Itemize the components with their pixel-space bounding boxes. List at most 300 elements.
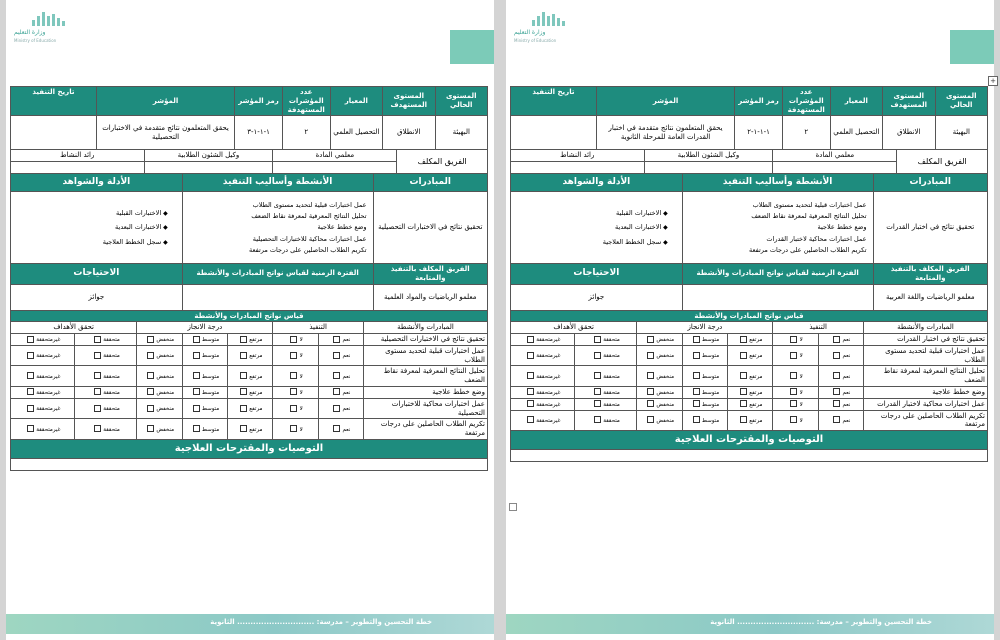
option-high-label: مرتفع: [749, 373, 763, 380]
initiative-text[interactable]: تحقيق نتائج في اختبار القدرات: [873, 192, 987, 264]
measure-row-label: تحليل النتائج المعرفية لمعرفة نقاط الضعف: [863, 366, 987, 387]
option-achieved-label: متحققة: [103, 426, 120, 433]
option-medium[interactable]: [182, 345, 227, 366]
activity-item: تكريم الطلاب الحاصلين على درجات مرتفعة: [249, 245, 367, 254]
logo-text-ar: وزارة التعليم: [514, 29, 546, 36]
option-yes-label: نعم: [342, 373, 351, 380]
option-medium-label: متوسط: [701, 353, 720, 360]
checkbox-icon[interactable]: [833, 372, 840, 379]
option-achieved-label: متحققة: [603, 373, 620, 380]
option-achieved[interactable]: [75, 345, 137, 366]
option-yes[interactable]: [818, 366, 863, 387]
checkbox-icon[interactable]: [333, 388, 340, 395]
option-achieved-label: متحققة: [603, 337, 620, 343]
option-low-label: منخفض: [656, 401, 675, 408]
option-not-achieved-label: غيرمتحققة: [36, 337, 61, 343]
footer-bar: [6, 614, 494, 634]
measure-title: قياس نواتج المبادرات والأنشطة: [11, 310, 488, 322]
checkbox-icon[interactable]: [94, 388, 101, 395]
option-medium[interactable]: [182, 386, 227, 398]
logo-text-ar: وزارة التعليم: [14, 29, 46, 36]
option-no[interactable]: [273, 345, 318, 366]
hdr-activities-methods: الأنشطة وأساليب التنفيذ: [182, 174, 373, 192]
measure-rows: [511, 334, 988, 431]
option-yes[interactable]: [818, 334, 863, 346]
option-high[interactable]: [228, 386, 273, 398]
option-not-achieved[interactable]: [11, 419, 75, 440]
option-achieved[interactable]: [575, 410, 637, 431]
option-low[interactable]: [137, 419, 182, 440]
hdr-initiatives: المبادرات: [873, 174, 987, 192]
option-medium-label: متوسط: [201, 353, 220, 360]
indicator-table: [510, 86, 988, 150]
hdr-team-followup: الفريق المكلف بالتنفيذ والمتابعة: [873, 264, 987, 285]
option-low-label: منخفض: [156, 389, 175, 396]
option-yes-label: نعم: [342, 337, 351, 343]
option-yes-label: نعم: [842, 389, 851, 396]
evidence-item: ◆ الاختبارات البعدية: [525, 223, 668, 232]
checkbox-icon[interactable]: [647, 416, 654, 423]
checkbox-icon[interactable]: [527, 336, 534, 343]
hdr-level-current: المستوى الحالي: [935, 87, 987, 116]
measure-rows: [11, 334, 488, 440]
page-right: [506, 0, 994, 640]
option-low[interactable]: [637, 334, 682, 346]
team-followup-value[interactable]: معلمو الرياضيات واللغة العربية: [873, 284, 987, 310]
option-low[interactable]: [137, 334, 182, 346]
option-high[interactable]: [228, 334, 273, 346]
checkbox-icon[interactable]: [27, 388, 34, 395]
checkbox-icon[interactable]: [27, 372, 34, 379]
checkbox-icon[interactable]: [333, 425, 340, 432]
option-high[interactable]: [728, 410, 773, 431]
hdr-evidence: الأدلة والشواهد: [511, 174, 683, 192]
checkbox-icon[interactable]: [527, 388, 534, 395]
option-low-label: منخفض: [156, 337, 175, 343]
checkbox-icon[interactable]: [693, 416, 700, 423]
option-no[interactable]: [273, 398, 318, 419]
checkbox-icon[interactable]: [333, 336, 340, 343]
option-high[interactable]: [228, 345, 273, 366]
activity-item: تكريم الطلاب الحاصلين على درجات مرتفعة: [749, 245, 867, 254]
option-achieved[interactable]: [75, 386, 137, 398]
time-period-value[interactable]: [682, 284, 873, 310]
measure-title: قياس نواتج المبادرات والأنشطة: [511, 310, 988, 322]
option-yes[interactable]: [318, 419, 363, 440]
team-label: الفريق المكلف: [897, 150, 988, 174]
checkbox-icon[interactable]: [94, 405, 101, 412]
option-no[interactable]: [773, 398, 818, 410]
option-not-achieved[interactable]: [11, 386, 75, 398]
team-table: [10, 149, 488, 174]
option-medium[interactable]: [682, 386, 727, 398]
page-left: [6, 0, 494, 640]
option-no-label: لا: [799, 353, 803, 360]
option-yes[interactable]: [818, 386, 863, 398]
col-execution: التنفيذ: [273, 322, 364, 334]
recommendations-value[interactable]: [511, 450, 988, 462]
checkbox-icon[interactable]: [647, 372, 654, 379]
val-indicator[interactable]: يحقق المتعلمون نتائج متقدمة في اختبار القدرات العامة للمرحلة الثانوية: [596, 116, 734, 150]
option-high[interactable]: [228, 366, 273, 387]
hdr-indicator-count: عدد المؤشرات المستهدفة: [282, 87, 330, 116]
checkbox-icon[interactable]: [527, 372, 534, 379]
option-medium[interactable]: [182, 366, 227, 387]
measure-table: [10, 310, 488, 440]
checkbox-icon[interactable]: [193, 388, 200, 395]
checkbox-icon[interactable]: [193, 405, 200, 412]
val-indicator-code[interactable]: ١-١-١-٣: [235, 116, 283, 150]
option-not-achieved-label: غيرمتحققة: [536, 373, 561, 380]
checkbox-icon[interactable]: [27, 425, 34, 432]
col-execution: التنفيذ: [773, 322, 864, 334]
option-achieved-label: متحققة: [103, 373, 120, 380]
checkbox-icon[interactable]: [740, 336, 747, 343]
checkbox-icon[interactable]: [594, 336, 601, 343]
option-medium[interactable]: [682, 345, 727, 366]
measure-row: [11, 334, 488, 346]
option-yes-label: نعم: [342, 389, 351, 396]
team-student-affairs-value[interactable]: [644, 162, 773, 174]
checkbox-icon[interactable]: [790, 352, 797, 359]
checkbox-icon[interactable]: [290, 352, 297, 359]
val-standard[interactable]: التحصيل العلمي: [830, 116, 882, 150]
option-not-achieved[interactable]: [511, 386, 575, 398]
option-medium[interactable]: [182, 334, 227, 346]
activity-item: وضع خطط علاجية: [317, 223, 367, 232]
val-exec-date[interactable]: [11, 116, 97, 150]
option-high[interactable]: [228, 419, 273, 440]
val-standard[interactable]: التحصيل العلمي: [330, 116, 382, 150]
checkbox-icon[interactable]: [740, 416, 747, 423]
activities-list[interactable]: [182, 192, 373, 264]
checkbox-icon[interactable]: [333, 352, 340, 359]
option-high[interactable]: [728, 345, 773, 366]
option-high[interactable]: [728, 366, 773, 387]
checkbox-icon[interactable]: [647, 352, 654, 359]
option-not-achieved[interactable]: [511, 366, 575, 387]
checkbox-icon[interactable]: [290, 388, 297, 395]
option-no-label: لا: [299, 373, 303, 380]
col-initiatives: المبادرات والأنشطة: [363, 322, 487, 334]
checkbox-icon[interactable]: [833, 400, 840, 407]
val-indicator-count[interactable]: ٢: [782, 116, 830, 150]
checkbox-icon[interactable]: [94, 336, 101, 343]
measure-row: [511, 398, 988, 410]
val-indicator[interactable]: يحقق المتعلمون نتائج متقدمة في الاختبارات التحصيلية: [96, 116, 234, 150]
checkbox-icon[interactable]: [594, 400, 601, 407]
team-subject-teachers-value[interactable]: [773, 162, 897, 174]
checkbox-icon[interactable]: [27, 352, 34, 359]
needs-value[interactable]: جوائز: [11, 284, 183, 310]
team-activity-leader: رائد النشاط: [11, 150, 145, 162]
col-goals: تحقق الأهداف: [11, 322, 137, 334]
footer-bar: [506, 614, 994, 634]
option-achieved[interactable]: [575, 386, 637, 398]
option-no[interactable]: [273, 366, 318, 387]
footer-text: خطة التحسين والتطوير – مدرسة: ............................. الثانوية: [210, 618, 432, 626]
initiative-text[interactable]: تحقيق نتائج في الاختبارات التحصيلية: [373, 192, 487, 264]
recommendations-title: التوصيات والمقترحات العلاجية: [11, 439, 488, 458]
checkbox-icon[interactable]: [290, 336, 297, 343]
checkbox-icon[interactable]: [594, 352, 601, 359]
option-achieved[interactable]: [575, 334, 637, 346]
checkbox-icon[interactable]: [240, 372, 247, 379]
recommendations-value[interactable]: [11, 458, 488, 470]
val-indicator-code[interactable]: ١-١-١-٢: [735, 116, 783, 150]
checkbox-icon[interactable]: [693, 352, 700, 359]
measure-row: [11, 419, 488, 440]
option-no[interactable]: [773, 366, 818, 387]
option-achieved[interactable]: [75, 419, 137, 440]
checkbox-icon[interactable]: [790, 416, 797, 423]
option-low-label: منخفض: [656, 337, 675, 343]
option-high[interactable]: [728, 334, 773, 346]
checkbox-icon[interactable]: [290, 405, 297, 412]
hdr-needs: الاحتياجات: [11, 264, 183, 285]
checkbox-icon[interactable]: [147, 352, 154, 359]
option-not-achieved-label: غيرمتحققة: [36, 426, 61, 433]
checkbox-icon[interactable]: [147, 372, 154, 379]
option-achieved[interactable]: [75, 398, 137, 419]
option-low[interactable]: [637, 410, 682, 431]
checkbox-icon[interactable]: [693, 400, 700, 407]
option-yes[interactable]: [318, 366, 363, 387]
checkbox-icon[interactable]: [240, 425, 247, 432]
hdr-indicator-code: رمز المؤشر: [735, 87, 783, 116]
option-high[interactable]: [728, 398, 773, 410]
measure-row: [11, 386, 488, 398]
option-no-label: لا: [299, 389, 303, 396]
option-no[interactable]: [273, 334, 318, 346]
checkbox-icon[interactable]: [240, 336, 247, 343]
table-move-handle-icon[interactable]: +: [988, 76, 998, 86]
team-activity-leader: رائد النشاط: [511, 150, 645, 162]
option-not-achieved[interactable]: [11, 366, 75, 387]
checkbox-icon[interactable]: [647, 336, 654, 343]
option-low[interactable]: [137, 345, 182, 366]
option-yes[interactable]: [818, 410, 863, 431]
option-yes[interactable]: [318, 345, 363, 366]
option-medium-label: متوسط: [701, 337, 720, 343]
val-indicator-count[interactable]: ٢: [282, 116, 330, 150]
option-no[interactable]: [773, 410, 818, 431]
checkbox-icon[interactable]: [790, 336, 797, 343]
hdr-needs: الاحتياجات: [511, 264, 683, 285]
checkbox-icon[interactable]: [833, 416, 840, 423]
checkbox-icon[interactable]: [833, 388, 840, 395]
checkbox-icon[interactable]: [27, 336, 34, 343]
option-low[interactable]: [137, 398, 182, 419]
option-medium[interactable]: [682, 366, 727, 387]
option-no-label: لا: [799, 389, 803, 396]
option-not-achieved[interactable]: [511, 398, 575, 410]
option-achieved[interactable]: [75, 366, 137, 387]
option-yes-label: نعم: [842, 353, 851, 360]
hdr-time-period: الفترة الزمنية لقياس نواتج المبادرات والأنشطة: [682, 264, 873, 285]
checkbox-icon[interactable]: [740, 352, 747, 359]
checkbox-icon[interactable]: [240, 405, 247, 412]
option-medium[interactable]: [682, 398, 727, 410]
option-not-achieved[interactable]: [11, 345, 75, 366]
col-achievement: درجة الانجاز: [637, 322, 773, 334]
checkbox-icon[interactable]: [290, 372, 297, 379]
option-no[interactable]: [773, 345, 818, 366]
checkbox-icon[interactable]: [147, 425, 154, 432]
option-low[interactable]: [137, 386, 182, 398]
option-yes[interactable]: [818, 345, 863, 366]
option-medium[interactable]: [682, 334, 727, 346]
measure-row: [11, 345, 488, 366]
evidence-list[interactable]: [511, 192, 683, 264]
checkbox-icon[interactable]: [693, 336, 700, 343]
option-achieved-label: متحققة: [603, 353, 620, 360]
option-medium[interactable]: [182, 398, 227, 419]
checkbox-icon[interactable]: [94, 425, 101, 432]
option-no[interactable]: [773, 386, 818, 398]
time-period-value[interactable]: [182, 284, 373, 310]
team-activity-leader-value[interactable]: [11, 162, 145, 174]
val-exec-date[interactable]: [511, 116, 597, 150]
activities-list[interactable]: [682, 192, 873, 264]
option-yes[interactable]: [318, 334, 363, 346]
option-high[interactable]: [228, 398, 273, 419]
checkbox-icon[interactable]: [790, 388, 797, 395]
option-not-achieved[interactable]: [511, 334, 575, 346]
option-yes[interactable]: [318, 386, 363, 398]
option-low[interactable]: [637, 366, 682, 387]
option-high[interactable]: [728, 386, 773, 398]
team-activity-leader-value[interactable]: [511, 162, 645, 174]
hdr-level-target: المستوى المستهدف: [883, 87, 935, 116]
measure-row: [11, 366, 488, 387]
checkbox-icon[interactable]: [647, 388, 654, 395]
option-yes[interactable]: [318, 398, 363, 419]
measure-row-label: وضع خطط علاجية: [363, 386, 487, 398]
checkbox-icon[interactable]: [693, 372, 700, 379]
option-high-label: مرتفع: [249, 353, 263, 360]
checkbox-icon[interactable]: [833, 336, 840, 343]
table-resize-handle-icon[interactable]: [509, 503, 517, 511]
val-level-target[interactable]: الانطلاق: [883, 116, 935, 150]
needs-value[interactable]: جوائز: [511, 284, 683, 310]
evidence-list[interactable]: [11, 192, 183, 264]
option-achieved[interactable]: [75, 334, 137, 346]
hdr-level-current: المستوى الحالي: [435, 87, 487, 116]
team-student-affairs-value[interactable]: [144, 162, 273, 174]
team-label: الفريق المكلف: [397, 150, 488, 174]
option-low-label: منخفض: [156, 353, 175, 360]
team-subject-teachers-value[interactable]: [273, 162, 397, 174]
option-yes-label: نعم: [842, 401, 851, 408]
option-yes-label: نعم: [342, 353, 351, 360]
checkbox-icon[interactable]: [740, 372, 747, 379]
checkbox-icon[interactable]: [594, 388, 601, 395]
checkbox-icon[interactable]: [594, 372, 601, 379]
option-not-achieved-label: غيرمتحققة: [536, 353, 561, 360]
option-not-achieved[interactable]: [11, 334, 75, 346]
val-level-current[interactable]: البهيئة: [435, 116, 487, 150]
checkbox-icon[interactable]: [147, 388, 154, 395]
option-low[interactable]: [137, 366, 182, 387]
measure-row-label: وضع خطط علاجية: [863, 386, 987, 398]
val-level-target[interactable]: الانطلاق: [383, 116, 435, 150]
option-medium-label: متوسط: [701, 373, 720, 380]
option-not-achieved[interactable]: [511, 345, 575, 366]
option-no-label: لا: [299, 353, 303, 360]
checkbox-icon[interactable]: [790, 372, 797, 379]
logo-text-en: Ministry of Education: [514, 38, 557, 43]
option-medium[interactable]: [182, 419, 227, 440]
option-achieved[interactable]: [575, 398, 637, 410]
val-level-current[interactable]: البهيئة: [935, 116, 987, 150]
checkbox-icon[interactable]: [193, 352, 200, 359]
measure-row-label: تكريم الطلاب الحاصلين على درجات مرتفعة: [863, 410, 987, 431]
checkbox-icon[interactable]: [527, 400, 534, 407]
checkbox-icon[interactable]: [693, 388, 700, 395]
checkbox-icon[interactable]: [193, 336, 200, 343]
checkbox-icon[interactable]: [333, 405, 340, 412]
option-no[interactable]: [273, 419, 318, 440]
checkbox-icon[interactable]: [147, 405, 154, 412]
option-medium[interactable]: [682, 410, 727, 431]
option-not-achieved[interactable]: [11, 398, 75, 419]
option-high-label: مرتفع: [249, 426, 263, 433]
checkbox-icon[interactable]: [790, 400, 797, 407]
checkbox-icon[interactable]: [147, 336, 154, 343]
team-followup-value[interactable]: معلمو الرياضيات والمواد العلمية: [373, 284, 487, 310]
option-yes-label: نعم: [342, 426, 351, 433]
checkbox-icon[interactable]: [647, 400, 654, 407]
checkbox-icon[interactable]: [594, 416, 601, 423]
checkbox-icon[interactable]: [193, 372, 200, 379]
option-low[interactable]: [637, 345, 682, 366]
option-high-label: مرتفع: [249, 406, 263, 413]
option-not-achieved[interactable]: [511, 410, 575, 431]
hdr-team-followup: الفريق المكلف بالتنفيذ والمتابعة: [373, 264, 487, 285]
checkbox-icon[interactable]: [94, 352, 101, 359]
checkbox-icon[interactable]: [193, 425, 200, 432]
team-student-affairs: وكيل الشئون الطلابية: [144, 150, 273, 162]
checkbox-icon[interactable]: [833, 352, 840, 359]
option-achieved[interactable]: [575, 366, 637, 387]
measure-row-label: تحقيق نتائج في اختبار القدرات: [863, 334, 987, 346]
option-not-achieved-label: غيرمتحققة: [536, 401, 561, 408]
option-achieved[interactable]: [575, 345, 637, 366]
checkbox-icon[interactable]: [27, 405, 34, 412]
measure-row: [511, 386, 988, 398]
option-low[interactable]: [637, 398, 682, 410]
checkbox-icon[interactable]: [740, 388, 747, 395]
option-not-achieved-label: غيرمتحققة: [36, 373, 61, 380]
option-medium-label: متوسط: [201, 389, 220, 396]
option-no[interactable]: [773, 334, 818, 346]
checkbox-icon[interactable]: [527, 416, 534, 423]
checkbox-icon[interactable]: [740, 400, 747, 407]
checkbox-icon[interactable]: [527, 352, 534, 359]
checkbox-icon[interactable]: [290, 425, 297, 432]
option-high-label: مرتفع: [249, 373, 263, 380]
measure-row: [11, 398, 488, 419]
checkbox-icon[interactable]: [333, 372, 340, 379]
option-yes[interactable]: [818, 398, 863, 410]
option-no[interactable]: [273, 386, 318, 398]
hdr-indicator-code: رمز المؤشر: [235, 87, 283, 116]
checkbox-icon[interactable]: [240, 352, 247, 359]
checkbox-icon[interactable]: [94, 372, 101, 379]
option-low[interactable]: [637, 386, 682, 398]
checkbox-icon[interactable]: [240, 388, 247, 395]
